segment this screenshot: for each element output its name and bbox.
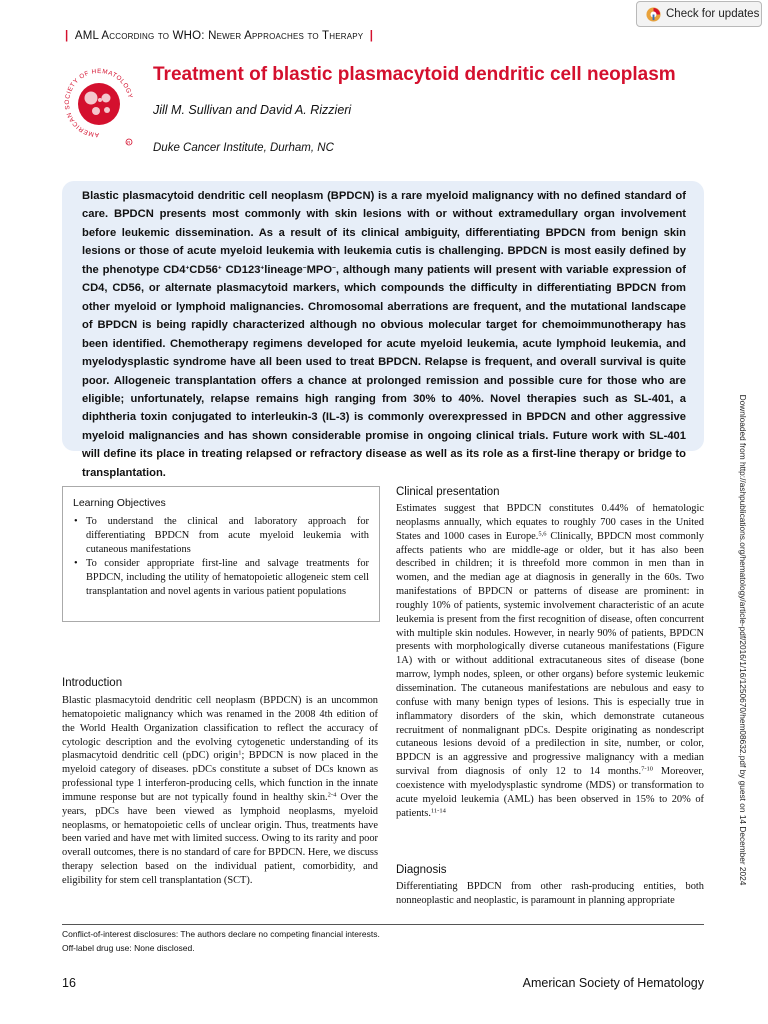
download-notice: Downloaded from http://ashpublications.org/hematology/article-pdf/2016/1/16/1250670/hem08632.pdf by guest on 14 December 2024 [738,394,748,886]
conflict-of-interest-note: Conflict-of-interest disclosures: The authors declare no competing financial interests. [62,929,380,939]
article-authors: Jill M. Sullivan and David A. Rizzieri [153,103,352,117]
learning-objectives-heading: Learning Objectives [73,497,166,509]
bullet-icon: • [74,516,78,527]
introduction-heading: Introduction [62,677,123,689]
body-text: Moreover, coexistence with myelodysplastic syndrome (MDS) or transformation to acute myeloid leukemia (AML) has been observed in 15% to 20% of patients. [396,766,705,819]
abstract-box [62,181,704,479]
check-for-updates-label: Check for updates [666,8,760,20]
abstract-text: CD123 [221,263,261,276]
body-text: Estimates suggest that BPDCN constitutes 0.44% of hematologic neoplasms annually, which equates to roughly 700 cases in the United States and 1000 cases in Europe. [396,503,704,542]
body-text: Over the years, pDCs have been viewed as lymphoid neoplasms, myeloid neoplasms, or hematopoietic cells of unclear origin. Thus, treatments have been varied and have met with limited success. Owing to its rarity and poor overall outcomes, there is no standard of care for BPDCN. Here, we discuss therapy selection based on the individual patient, comorbidity, and eligibility for stem cell transplantation (SCT). [62,791,378,886]
objective-text: To understand the clinical and laboratory approach for differentiating BPDCN from acute myeloid leukemia with cutaneous manifestations [86,516,369,555]
list-item [73,557,369,598]
header-bar-left: | [65,30,69,42]
page-number: 16 [62,976,76,990]
off-label-note: Off-label drug use: None disclosed. [62,943,195,953]
introduction-body [62,694,378,888]
list-item [73,515,369,556]
article-affiliation: Duke Cancer Institute, Durham, NC [153,142,334,154]
body-text: Clinically, BPDCN most commonly affects patients who are middle-age or older, but it has also been described in children; it is threefold more common in men than in women, and the median age at diagnosis in generally in the 60s. Two manifestations of BPDCN or patterns of disease are prominent: in roughly 10% of patients, systemic involvement characteristic of an acute leukemia is present from the first recognition of disease, often concurrent with multiple skin nodules. However, in nearly 90% of patients, BPDCN presents with morphologically diverse cutaneous manifestations (Figure 1A) with or without additional extracutaneous sites of disease (bone marrow, lymph nodes, spleen, or other organs) before systemic leukemic dissemination. The cutaneous manifestations are nebulous and easy to confuse with many benign types of lesions. This is especially true in inflammatory disorders of the skin, which demonstrate cutaneous recruitment of nonmalignant pDCs. Despite originating as nondescript cutaneous lesions devoid of a predilection in site, number, or color, BPDCN is an aggressive and progressive malignancy with a median survival from diagnosis of only 12 to 14 months. [396,530,704,778]
abstract-text: , although many patients will present with variable expression of CD4, CD56, or alternate plasmacytoid markers, which compounds the difficulty in differentiating BPDCN from other myeloid or lymphoid malignancies. Chromosomal aberrations are frequent, and the mutational landscape of BPDCN is being rapidly characterized although no obvious molecular target for chemoimmunotherapy has been identified. Chemotherapy regimens developed for acute myeloid leukemia, acute lymphoid leukemia, and myelodysplastic syndrome have all been used to treat BPDCN. Relapse is frequent, and overall survival is quite poor. Allogeneic transplantation offers a chance at prolonged remission and possible cure for those who are eligible; unfortunately, relapse remains high ranging from 30% to 40%. Novel therapies such as SL-401, a diphtheria toxin conjugated to interleukin-3 (IL-3) is commonly overexpressed in BPDCN and other aggressive myeloid malignancies and has shown considerable promise in ongoing clinical trials. Future work with SL-401 will define its place in treating relapsed or refractory disease as well as its role as a first-line therapy or bridge to transplantation. [82,263,686,479]
check-for-updates-button[interactable] [636,1,762,27]
article-title: Treatment of blastic plasmacytoid dendritic cell neoplasm [153,64,676,85]
clinical-presentation-heading: Clinical presentation [396,486,500,498]
abstract-superscript: − [332,264,336,272]
body-text: Blastic plasmacytoid dendritic cell neoplasm (BPDCN) is an uncommon hematopoietic malignancy which was renamed in the 2008 4th edition of the World Health Organization classification to reflect the accuracy of cytologic description and the evolving cytogenetic understanding of its plasmacytoid dendritic cell (pDC) origin [62,695,378,762]
abstract-superscript: − [302,264,307,272]
objective-text: To consider appropriate first-line and salvage treatments for BPDCN, including the utility of hematopoietic allogeneic stem cell transplantation and novel agents in various patient populations [86,558,369,597]
abstract-text: lineage [264,263,303,276]
abstract-superscript: + [217,264,222,272]
abstract-text: CD56 [189,263,218,276]
running-header [62,30,376,42]
body-text: ; BPDCN is now placed in the myeloid category of diseases. pDCs constitute a subset of DCs known as professional type 1 interferon-producing cells, which function in the innate immune response but are not typically found in healthy skin. [62,750,378,803]
learning-objectives-list [73,515,369,599]
publisher-name: American Society of Hematology [522,976,704,990]
citation: 11-14 [430,807,446,815]
abstract-text: Blastic plasmacytoid dendritic cell neoplasm (BPDCN) is a rare myeloid malignancy with no defined standard of care. BPDCN presents most commonly with skin lesions with or without extramedullary organ involvement before leukemic dissemination. As a result of its clinical ambiguity, differentiating BPDCN from benign skin lesions or those of acute myeloid leukemia with leukemia cutis is challenging. BPDCN is most easily defined by the phenotype CD4 [82,190,686,276]
footnote-divider [62,924,704,925]
logo-ring-text: AMERICAN SOCIETY OF HEMATOLOGY [63,67,134,139]
abstract-text: MPO [306,263,333,276]
diagnosis-body: Differentiating BPDCN from other rash-producing entities, both nonneoplastic and neoplastic, is paramount in planning appropriate [396,881,704,906]
diagnosis-heading: Diagnosis [396,864,447,876]
society-logo [60,62,138,158]
svg-text:R: R [127,140,131,145]
learning-objectives-box [62,486,380,622]
abstract-superscript: + [260,264,265,272]
clinical-presentation-body [396,502,704,820]
header-section-title: AML According to WHO: Newer Approaches to Therapy [74,30,364,42]
citation: 2-4 [327,791,337,799]
citation: 1 [238,749,242,757]
crossmark-icon [646,7,661,22]
citation: 5,6 [538,530,547,538]
bullet-icon: • [74,558,78,570]
citation: 7-10 [641,765,653,773]
abstract-superscript: + [185,264,190,272]
header-bar-right: | [369,30,374,42]
